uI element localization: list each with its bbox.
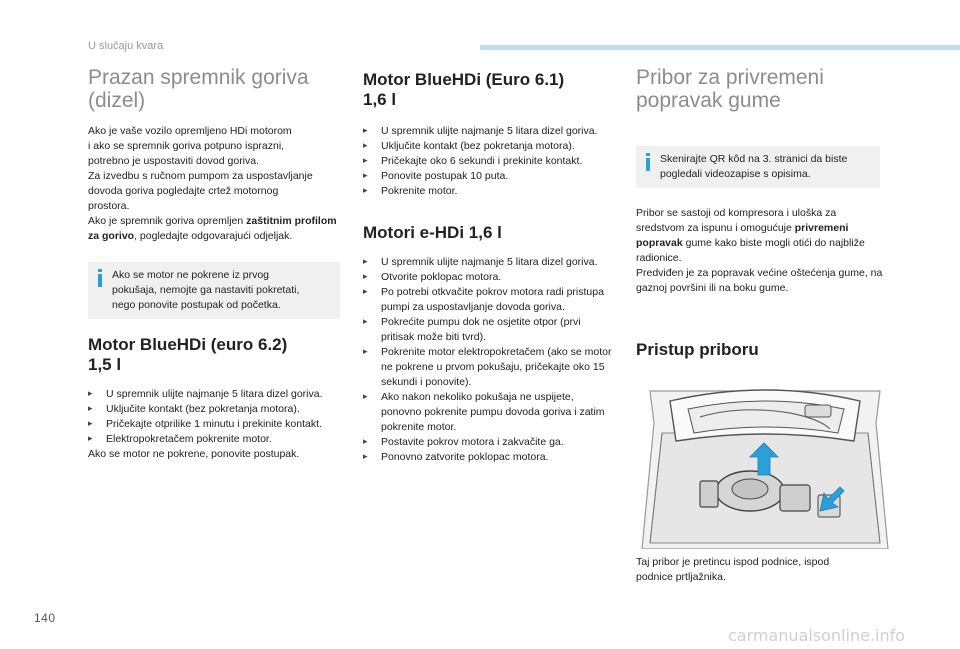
steps-bluehdi-euro61: [363, 124, 615, 199]
list-item: ▸ Pokrećite pumpu dok ne osjetite otpor (prvi pritisak može biti tvrd).: [363, 316, 581, 343]
arrow-bullet-icon: ▸: [363, 272, 368, 282]
trunk-diagram-svg: [640, 383, 890, 549]
arrow-bullet-icon: ▸: [88, 389, 93, 399]
intro-text: Ako je vaše vozilo opremljeno HDi motorom i ako se spremnik goriva potpuno isprazni, potrebno je uspostaviti dovod goriva. Za izvedbu s ručnom pumpom za uspostavljanje dovoda goriva pogledajte crtež motornog prostora.: [88, 125, 313, 212]
header-accent-bar: [480, 45, 960, 50]
column-fuel-tank: [88, 58, 340, 462]
list-item: ▸ Ponovno zatvorite poklopac motora.: [363, 451, 549, 463]
info-box-restart: Ako se motor ne pokrene iz prvog pokušaja, nemojte ga nastaviti pokretati, nego ponovite postupak od početka.: [88, 262, 340, 319]
list-item: ▸ Uključite kontakt (bez pokretanja motora).: [88, 403, 300, 415]
arrow-bullet-icon: ▸: [363, 156, 368, 166]
kit-usage-text: Predviđen je za popravak većine oštećenja gume, na gaznoj površini ili na boku gume.: [636, 267, 883, 294]
arrow-bullet-icon: ▸: [363, 452, 368, 462]
title-empty-fuel-tank: Prazan spremnik goriva (dizel): [88, 66, 309, 112]
steps-ehdi: [363, 255, 615, 465]
retry-note: Ako se motor ne pokrene, ponovite postupak.: [88, 448, 300, 460]
list-item: ▸ Po potrebi otkvačite pokrov motora radi pristupa pumpi za uspostavljanje dovoda goriva.: [363, 286, 604, 313]
arrow-bullet-icon: ▸: [363, 347, 368, 357]
steps-bluehdi-euro62: [88, 387, 340, 447]
list-item: ▸ U spremnik ulijte najmanje 5 litara dizel goriva.: [363, 125, 598, 137]
list-item: ▸ Elektropokretačem pokrenite motor.: [88, 433, 272, 445]
arrow-bullet-icon: ▸: [363, 141, 368, 151]
list-item: ▸ Uključite kontakt (bez pokretanja motora).: [363, 140, 575, 152]
figure-caption: Taj pribor je pretincu ispod podnice, ispod podnice prtljažnika.: [636, 556, 830, 583]
arrow-bullet-icon: ▸: [363, 392, 368, 402]
info-icon: [97, 269, 103, 284]
list-item: ▸ Pokrenite motor.: [363, 185, 458, 197]
column-engines: [363, 58, 615, 465]
temporary-repair-bold: privremeni popravak: [636, 222, 849, 249]
column-tyre-kit: [636, 58, 886, 360]
list-item: ▸ Pričekajte otprilike 1 minutu i prekinite kontakt.: [88, 418, 322, 430]
list-item: ▸ Postavite pokrov motora i zakvačite ga.: [363, 436, 564, 448]
arrow-bullet-icon: ▸: [363, 126, 368, 136]
title-kit-access: Pristup priboru: [636, 340, 759, 359]
list-item: ▸ Pričekajte oko 6 sekundi i prekinite kontakt.: [363, 155, 583, 167]
page-number: 140: [34, 611, 56, 625]
arrow-bullet-icon: ▸: [88, 434, 93, 444]
list-item: ▸ Pokrenite motor elektropokretačem (ako se motor ne pokrene u prvom pokušaju, pričekajte oko 15 sekundi i ponovite).: [363, 346, 612, 388]
arrow-bullet-icon: ▸: [363, 287, 368, 297]
kit-description: Pribor se sastoji od kompresora i uloška za sredstvom za ispunu i omogućuje privremeni popravak gume kako biste mogli otići do najbliže radionice.: [636, 207, 865, 264]
list-item: ▸ U spremnik ulijte najmanje 5 litara dizel goriva.: [363, 256, 598, 268]
watermark: carmanualsonline.info: [728, 626, 906, 645]
title-bluehdi-euro62: Motor BlueHDi (euro 6.2) 1,5 l: [88, 335, 288, 374]
arrow-bullet-icon: ▸: [363, 186, 368, 196]
list-item: ▸ U spremnik ulijte najmanje 5 litara dizel goriva.: [88, 388, 323, 400]
filter-profile-bold: zaštitnim profilom za gorivo: [88, 215, 337, 242]
list-item: ▸ Ako nakon nekoliko pokušaja ne uspijete, ponovno pokrenite pumpu dovoda goriva i zatim pokrenite motor.: [363, 391, 605, 433]
title-tyre-repair-kit: Pribor za privremeni popravak gume: [636, 66, 824, 112]
arrow-bullet-icon: ▸: [363, 437, 368, 447]
title-bluehdi-euro61: Motor BlueHDi (Euro 6.1) 1,6 l: [363, 70, 565, 109]
section-header: U slučaju kvara: [88, 40, 164, 52]
arrow-bullet-icon: ▸: [363, 257, 368, 267]
arrow-bullet-icon: ▸: [363, 317, 368, 327]
list-item: ▸ Otvorite poklopac motora.: [363, 271, 502, 283]
arrow-bullet-icon: ▸: [88, 419, 93, 429]
filter-profile-text: Ako je spremnik goriva opremljen zaštitnim profilom za gorivo, pogledajte odgovarajući odjeljak.: [88, 215, 337, 242]
list-item: ▸ Ponovite postupak 10 puta.: [363, 170, 509, 182]
info-icon: [645, 153, 651, 168]
arrow-bullet-icon: ▸: [363, 171, 368, 181]
trunk-illustration: [640, 383, 890, 549]
title-ehdi: Motori e-HDi 1,6 l: [363, 223, 502, 242]
arrow-bullet-icon: ▸: [88, 404, 93, 414]
info-box-qr: Skenirajte QR kôd na 3. stranici da biste pogledali videozapise s opisima.: [636, 146, 880, 188]
